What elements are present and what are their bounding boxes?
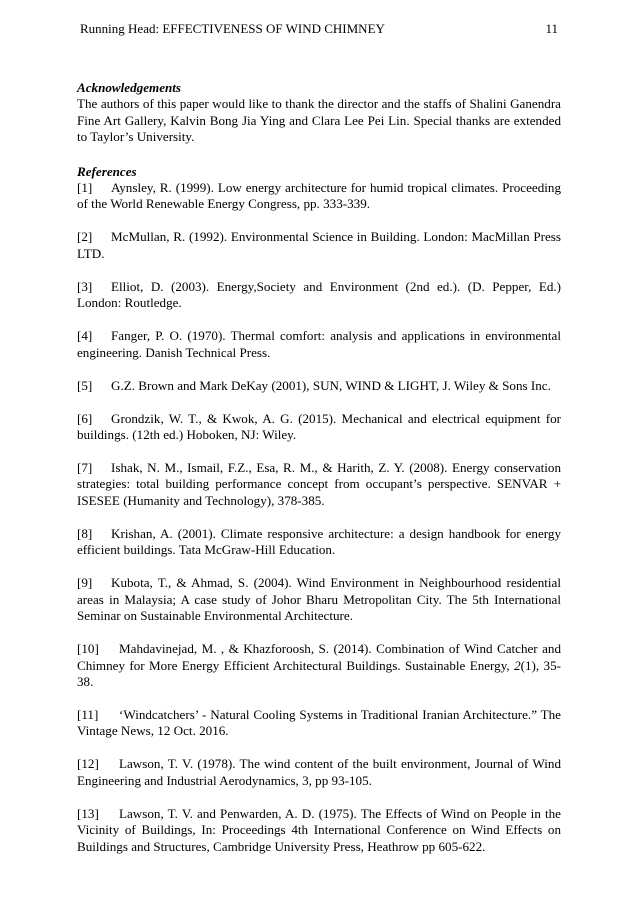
reference-item bbox=[77, 806, 561, 855]
references-heading: References bbox=[77, 163, 137, 179]
acknowledgements-section bbox=[77, 80, 561, 146]
reference-text: ‘Windcatchers’ - Natural Cooling Systems in Traditional Iranian Architecture.” The Vintage News, 12 Oct. 2016. bbox=[77, 706, 561, 739]
reference-text: Kubota, T., & Ahmad, S. (2004). Wind Environment in Neighbourhood residential areas in Malaysia; A case study of Johor Bharu Metropolitan City. The 5th International Seminar on Sustainable Environmental Architecture. bbox=[77, 575, 561, 624]
reference-text: Mahdavinejad, M. , & Khazforoosh, S. (2014). Combination of Wind Catcher and Chimney for More Energy Efficient Architectural Buildings. Sustainable Energy, bbox=[77, 641, 561, 673]
running-head: Running Head: EFFECTIVENESS OF WIND CHIMNEY bbox=[80, 21, 385, 36]
reference-item bbox=[77, 526, 561, 559]
reference-text: McMullan, R. (1992). Environmental Science in Building. London: MacMillan Press LTD. bbox=[77, 229, 561, 261]
reference-number: [5] bbox=[77, 377, 93, 393]
reference-number: [9] bbox=[77, 575, 93, 591]
reference-number: [8] bbox=[77, 525, 93, 541]
reference-item bbox=[77, 328, 561, 361]
reference-number: [1] bbox=[77, 180, 93, 196]
reference-text: G.Z. Brown and Mark DeKay (2001), SUN, WIND & LIGHT, J. Wiley & Sons Inc. bbox=[111, 377, 551, 393]
reference-volume: 2 bbox=[514, 657, 521, 673]
reference-number: [7] bbox=[77, 460, 93, 476]
reference-text: Ishak, N. M., Ismail, F.Z., Esa, R. M., & Harith, Z. Y. (2008). Energy conservation strategies: total building performance concept from occupant’s perspective. SENVAR + ISESEE (Humanity and Technology), 378-385. bbox=[77, 460, 561, 508]
reference-number: [6] bbox=[77, 410, 93, 426]
reference-number: [12] bbox=[77, 756, 99, 772]
page-body bbox=[77, 80, 561, 872]
reference-number: [4] bbox=[77, 328, 93, 344]
reference-number: [13] bbox=[77, 805, 99, 821]
reference-item bbox=[77, 460, 561, 509]
reference-item bbox=[77, 378, 561, 394]
reference-item bbox=[77, 229, 561, 262]
reference-number: [2] bbox=[77, 229, 93, 245]
reference-text: Aynsley, R. (1999). Low energy architecture for humid tropical climates. Proceeding of the World Renewable Energy Congress, pp. 333-339. bbox=[77, 180, 561, 212]
acknowledgements-heading: Acknowledgements bbox=[77, 80, 182, 95]
reference-item bbox=[77, 575, 561, 624]
reference-item bbox=[77, 756, 561, 789]
reference-number: [10] bbox=[77, 641, 99, 657]
reference-item bbox=[77, 641, 561, 690]
reference-text: Fanger, P. O. (1970). Thermal comfort: analysis and applications in environmental engineering. Danish Technical Press. bbox=[77, 328, 561, 360]
reference-text: Elliot, D. (2003). Energy,Society and Environment (2nd ed.). (D. Pepper, Ed.) London: Routledge. bbox=[77, 278, 561, 311]
reference-text: Lawson, T. V. (1978). The wind content of the built environment, Journal of Wind Engineering and Industrial Aerodynamics, 3, pp 93-105. bbox=[77, 756, 561, 788]
page-number: 11 bbox=[545, 21, 558, 36]
reference-number: [3] bbox=[77, 278, 93, 294]
reference-text: Krishan, A. (2001). Climate responsive architecture: a design handbook for energy efficient buildings. Tata McGraw-Hill Education. bbox=[77, 525, 561, 558]
reference-item bbox=[77, 707, 561, 740]
reference-item bbox=[77, 180, 561, 213]
references-section bbox=[77, 164, 561, 855]
acknowledgements-text: The authors of this paper would like to thank the director and the staffs of Shalini Ganendra Fine Art Gallery, Kalvin Bong Jia Ying and Clara Lee Pei Lin. Special thanks are extended to Taylor’s University. bbox=[77, 96, 561, 145]
reference-text: Grondzik, W. T., & Kwok, A. G. (2015). Mechanical and electrical equipment for buildings. (12th ed.) Hoboken, NJ: Wiley. bbox=[77, 410, 561, 443]
reference-text: Lawson, T. V. and Penwarden, A. D. (1975). The Effects of Wind on People in the Vicinity of Buildings, In: Proceedings 4th International Conference on Wind Effects on Buildings and Structures, Cambridge University Press, Heathrow pp 605-622. bbox=[77, 805, 561, 854]
reference-item bbox=[77, 411, 561, 444]
reference-text-end: (1), 35-38. bbox=[77, 657, 561, 689]
reference-number: [11] bbox=[77, 706, 99, 722]
reference-item bbox=[77, 279, 561, 312]
